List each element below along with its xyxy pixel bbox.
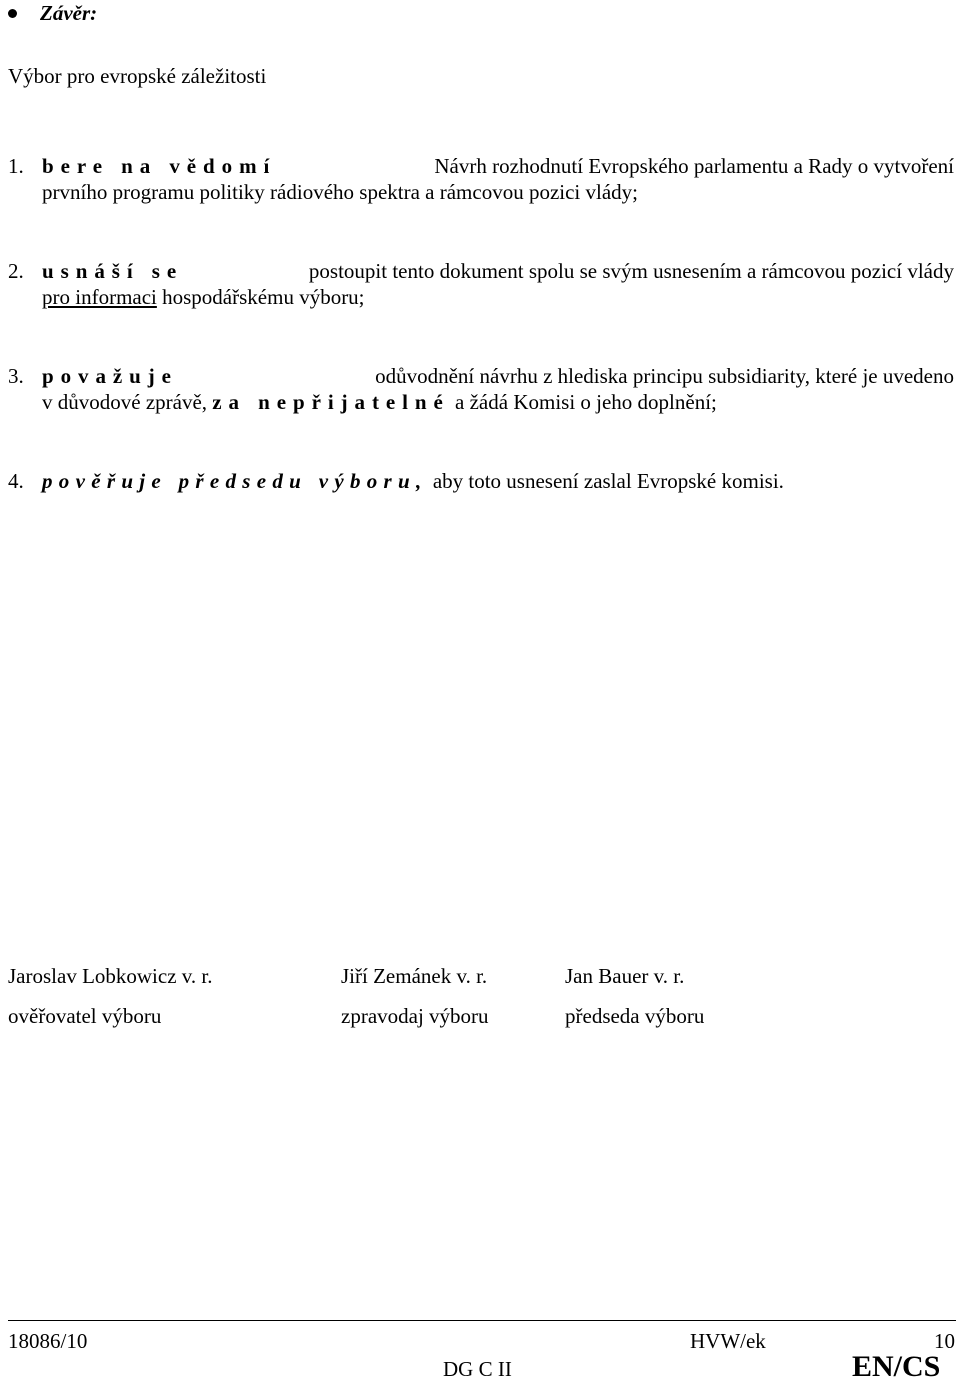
bullet-icon <box>8 9 17 18</box>
item-keyword: bere na vědomí <box>42 154 277 178</box>
item-line-1 <box>42 258 954 284</box>
item-line-1 <box>42 153 954 179</box>
item-text: hospodářskému výboru; <box>156 285 365 310</box>
signature-chair-role: předseda výboru <box>565 1004 705 1028</box>
item-text: Návrh rozhodnutí Evropského parlamentu a Rady o vytvoření <box>434 154 954 178</box>
item-line-2 <box>42 389 954 415</box>
footer-divider <box>8 1320 956 1321</box>
footer-page-number: 10 <box>934 1329 955 1353</box>
item-number: 2. <box>8 259 24 283</box>
resolution-item-1 <box>8 153 954 206</box>
footer-initials: HVW/ek <box>690 1329 766 1353</box>
underlined-text: pro informaci <box>42 285 157 310</box>
resolution-item-3 <box>8 363 954 416</box>
item-text: a žádá Komisi o jeho doplnění; <box>449 390 717 415</box>
footer-dg: DG C II <box>443 1357 512 1381</box>
item-text: postoupit tento dokument spolu se svým usnesením a rámcovou pozicí vlády <box>308 259 954 283</box>
footer-language: EN/CS <box>852 1350 941 1383</box>
item-text: odůvodnění návrhu z hlediska principu subsidiarity, které je uvedeno <box>375 364 954 388</box>
item-keyword: pověřuje předsedu výboru, <box>42 469 428 493</box>
resolution-item-4 <box>8 468 954 494</box>
signature-rapporteur-role: zpravodaj výboru <box>341 1004 489 1028</box>
item-line-2 <box>42 284 954 310</box>
item-number: 1. <box>8 154 24 178</box>
item-keyword: za nepřijatelné <box>212 390 450 415</box>
item-number: 4. <box>8 469 24 493</box>
item-number: 3. <box>8 364 24 388</box>
committee-name: Výbor pro evropské záležitosti <box>8 64 267 88</box>
item-keyword: usnáší se <box>42 259 184 283</box>
signature-verifier-role: ověřovatel výboru <box>8 1004 162 1028</box>
signature-chair-name: Jan Bauer v. r. <box>565 964 685 988</box>
item-line-1 <box>42 468 954 494</box>
conclusion-heading: Závěr: <box>40 1 98 25</box>
item-text: v důvodové zprávě, <box>42 390 213 415</box>
signature-verifier-name: Jaroslav Lobkowicz v. r. <box>8 964 213 988</box>
item-line-1 <box>42 363 954 389</box>
item-keyword: považuje <box>42 364 178 388</box>
resolution-item-2 <box>8 258 954 311</box>
footer-doc-number: 18086/10 <box>8 1329 88 1353</box>
signature-rapporteur-name: Jiří Zemánek v. r. <box>341 964 488 988</box>
item-text: aby toto usnesení zaslal Evropské komisi. <box>427 469 784 493</box>
item-line-2: prvního programu politiky rádiového spektra a rámcovou pozici vlády; <box>42 180 639 205</box>
